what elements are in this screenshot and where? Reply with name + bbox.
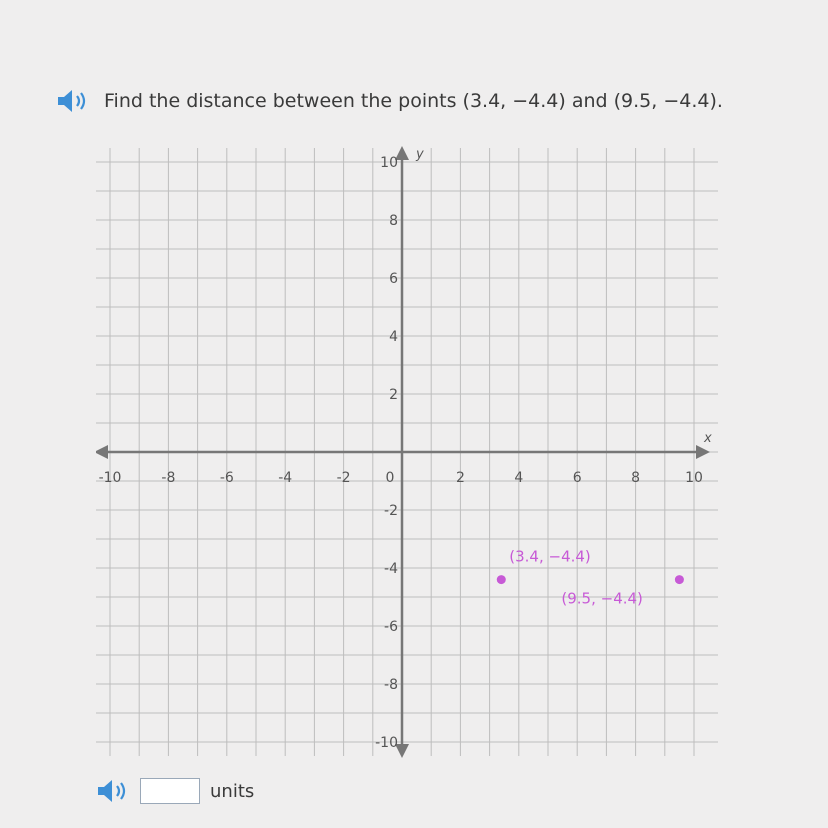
question-text: Find the distance between the points (3.4, −4.4) and (9.5, −4.4).: [104, 90, 723, 112]
y-tick-label: -6: [384, 619, 398, 635]
x-tick-label: 6: [572, 470, 582, 486]
x-tick-label: 2: [455, 470, 465, 486]
x-tick-label: -2: [336, 470, 351, 486]
x-axis-label: x: [704, 431, 712, 446]
data-points: [497, 548, 684, 608]
coordinate-graph[interactable]: [96, 140, 720, 760]
x-tick-label: 10: [685, 470, 703, 486]
y-tick-label: 4: [389, 329, 398, 345]
y-tick-label: 2: [389, 387, 398, 403]
x-axis-arrow-right: [696, 445, 710, 459]
x-tick-label: -4: [278, 470, 293, 486]
x-tick-label: 0: [385, 470, 395, 486]
y-tick-label: 6: [389, 271, 398, 287]
x-axis-arrow-left: [96, 445, 108, 459]
x-tick-label: -10: [98, 470, 122, 486]
data-point: [497, 575, 506, 584]
y-axis-label: y: [416, 147, 424, 162]
data-point-label: (3.4, −4.4): [509, 547, 591, 566]
answer-row: [96, 778, 254, 804]
speaker-icon[interactable]: [96, 778, 132, 804]
question: [56, 88, 723, 114]
units-label: units: [210, 780, 255, 802]
y-tick-label: 10: [380, 155, 398, 171]
x-tick-label: -8: [161, 470, 176, 486]
x-tick-label: 4: [514, 470, 524, 486]
x-tick-label: 8: [631, 470, 641, 486]
y-tick-label: -4: [384, 561, 398, 577]
y-tick-label: -2: [384, 503, 398, 519]
data-point-label: (9.5, −4.4): [561, 589, 643, 608]
y-tick-label: 8: [389, 213, 398, 229]
data-point: [675, 575, 684, 584]
speaker-icon[interactable]: [56, 88, 92, 114]
answer-input[interactable]: [140, 778, 200, 804]
y-tick-label: -10: [375, 735, 398, 751]
y-tick-label: -8: [384, 677, 398, 693]
axes: [96, 146, 712, 758]
x-tick-label: -6: [219, 470, 234, 486]
